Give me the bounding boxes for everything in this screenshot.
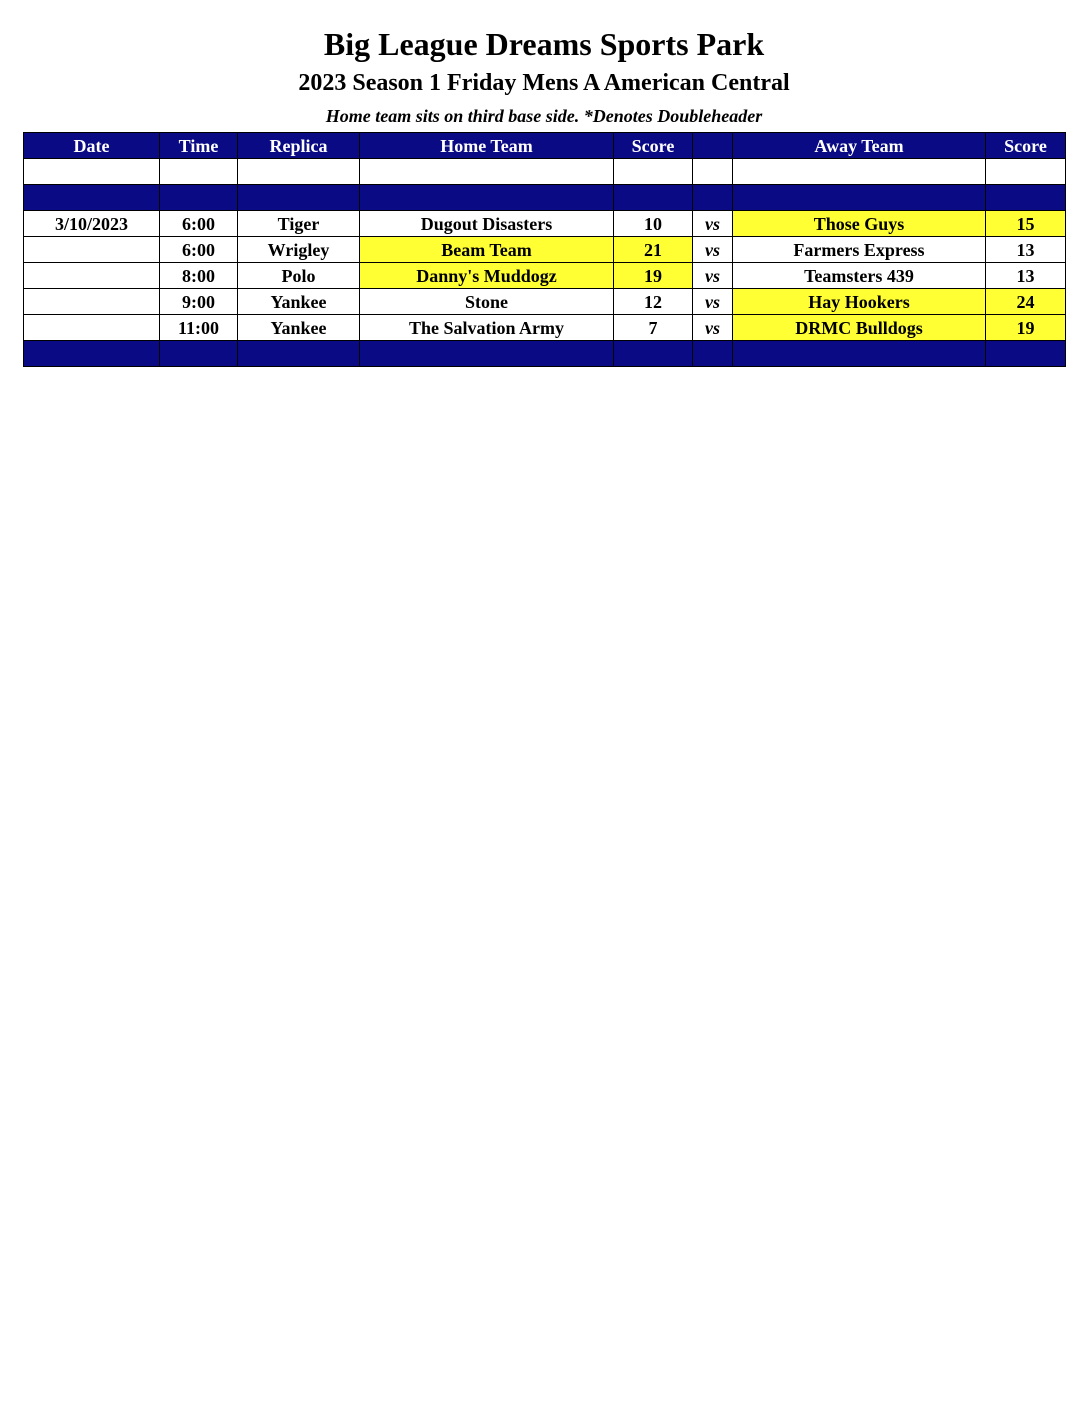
home-team-score: 12 bbox=[614, 289, 693, 315]
vs-label: vs bbox=[693, 263, 733, 289]
home-team-score: 21 bbox=[614, 237, 693, 263]
home-team-name: The Salvation Army bbox=[360, 315, 614, 341]
game-time: 8:00 bbox=[160, 263, 238, 289]
table-row bbox=[24, 263, 1066, 289]
game-date bbox=[24, 237, 160, 263]
away-team-score: 19 bbox=[986, 315, 1066, 341]
away-team-name: Farmers Express bbox=[733, 237, 986, 263]
home-team-name: Danny's Muddogz bbox=[360, 263, 614, 289]
away-team-name: DRMC Bulldogs bbox=[733, 315, 986, 341]
column-header-away-score: Score bbox=[986, 133, 1066, 159]
away-team-name: Those Guys bbox=[733, 211, 986, 237]
field-replica: Wrigley bbox=[238, 237, 360, 263]
away-team-score: 13 bbox=[986, 263, 1066, 289]
column-header-time: Time bbox=[160, 133, 238, 159]
column-header-date: Date bbox=[24, 133, 160, 159]
vs-label: vs bbox=[693, 237, 733, 263]
field-replica: Yankee bbox=[238, 315, 360, 341]
vs-label: vs bbox=[693, 211, 733, 237]
vs-label: vs bbox=[693, 315, 733, 341]
schedule-note: Home team sits on third base side. *Denotes Doubleheader bbox=[325, 106, 763, 126]
game-time: 6:00 bbox=[160, 211, 238, 237]
schedule-subtitle: 2023 Season 1 Friday Mens A American Central bbox=[298, 70, 790, 96]
away-team-score: 24 bbox=[986, 289, 1066, 315]
away-team-name: Hay Hookers bbox=[733, 289, 986, 315]
game-date bbox=[24, 263, 160, 289]
table-header-row bbox=[24, 133, 1066, 159]
away-team-score: 13 bbox=[986, 237, 1066, 263]
column-header-home-team: Home Team bbox=[360, 133, 614, 159]
game-date: 3/10/2023 bbox=[24, 211, 160, 237]
home-team-score: 10 bbox=[614, 211, 693, 237]
separator-band bbox=[24, 185, 1066, 211]
game-time: 6:00 bbox=[160, 237, 238, 263]
table-row bbox=[24, 237, 1066, 263]
away-team-name: Teamsters 439 bbox=[733, 263, 986, 289]
home-team-score: 19 bbox=[614, 263, 693, 289]
column-header-home-score: Score bbox=[614, 133, 693, 159]
page-title: Big League Dreams Sports Park bbox=[323, 26, 765, 62]
game-date bbox=[24, 315, 160, 341]
column-header-away-team: Away Team bbox=[733, 133, 986, 159]
home-team-score: 7 bbox=[614, 315, 693, 341]
column-header-replica: Replica bbox=[238, 133, 360, 159]
table-row bbox=[24, 211, 1066, 237]
home-team-name: Beam Team bbox=[360, 237, 614, 263]
field-replica: Tiger bbox=[238, 211, 360, 237]
blank-row bbox=[24, 159, 1066, 185]
away-team-score: 15 bbox=[986, 211, 1066, 237]
footer-band bbox=[24, 341, 1066, 367]
field-replica: Yankee bbox=[238, 289, 360, 315]
game-date bbox=[24, 289, 160, 315]
table-row bbox=[24, 289, 1066, 315]
field-replica: Polo bbox=[238, 263, 360, 289]
game-time: 9:00 bbox=[160, 289, 238, 315]
column-header-vs bbox=[693, 133, 733, 159]
game-time: 11:00 bbox=[160, 315, 238, 341]
home-team-name: Stone bbox=[360, 289, 614, 315]
schedule-table bbox=[23, 132, 1066, 367]
table-row bbox=[24, 315, 1066, 341]
vs-label: vs bbox=[693, 289, 733, 315]
home-team-name: Dugout Disasters bbox=[360, 211, 614, 237]
